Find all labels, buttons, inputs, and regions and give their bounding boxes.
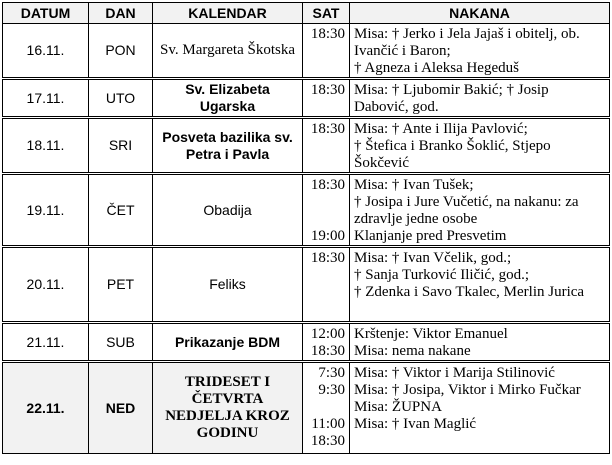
- row-times: [303, 118, 350, 174]
- row-times: [303, 174, 350, 247]
- row-intentions: [350, 247, 610, 323]
- time-spacer: [305, 399, 345, 416]
- row-calendar: Prikazanje BDM: [153, 323, 303, 362]
- intention-entry: Misa: † Ivan Tušek;: [354, 177, 474, 193]
- intention-entry: † Zdenka i Savo Tkalec, Merlin Jurica: [354, 284, 585, 300]
- row-date: 16.11.: [3, 24, 89, 79]
- row-day: SUB: [89, 323, 153, 362]
- intention-entry: Klanjanje pred Presvetim: [354, 228, 507, 244]
- row-day: NED: [89, 362, 153, 454]
- intention-entry: Misa: nema nakane: [354, 343, 471, 359]
- row-day: ČET: [89, 174, 153, 247]
- row-day: PET: [89, 247, 153, 323]
- schedule-row: [3, 79, 610, 118]
- row-calendar: Sv. Elizabeta Ugarska: [153, 79, 303, 118]
- intention-entry: Misa: † Ivan Maglić: [354, 416, 477, 432]
- time-entry: 11:00: [311, 416, 345, 432]
- time-entry: 18:30: [310, 250, 345, 266]
- row-intentions: [350, 24, 610, 79]
- row-times: [303, 24, 350, 79]
- row-times: [303, 79, 350, 118]
- time-entry: 18:30: [310, 343, 345, 359]
- intention-entry: Misa: † Ljubomir Bakić; † Josip Dabović, god.: [354, 82, 553, 115]
- time-entry: 18:30: [310, 433, 345, 449]
- intention-entry: † Josipa i Jure Vučetić, na nakanu: za zdravlje jedne osobe: [354, 194, 583, 227]
- header-intention: NAKANA: [350, 3, 610, 24]
- time-entry: 18:30: [310, 121, 345, 137]
- row-calendar: Sv. Margareta Škotska: [153, 24, 303, 79]
- schedule-row: [3, 174, 610, 247]
- row-date: 17.11.: [3, 79, 89, 118]
- row-date: 19.11.: [3, 174, 89, 247]
- row-intentions: [350, 362, 610, 454]
- row-date: 22.11.: [3, 362, 89, 454]
- row-times: [303, 323, 350, 362]
- row-calendar: Posveta bazilika sv. Petra i Pavla: [153, 118, 303, 174]
- row-calendar: TRIDESET I ČETVRTA NEDJELJA KROZ GODINU: [153, 362, 303, 454]
- schedule-row: [3, 118, 610, 174]
- intention-entry: † Sanja Turković Iličić, god.;: [354, 267, 529, 283]
- row-intentions: [350, 323, 610, 362]
- header-time: SAT: [303, 3, 350, 24]
- row-calendar: Feliks: [153, 247, 303, 323]
- header-row: [3, 3, 610, 24]
- schedule-row: [3, 247, 610, 323]
- intention-entry: † Agneza i Aleksa Hegeduš: [354, 60, 519, 76]
- row-day: SRI: [89, 118, 153, 174]
- row-day: PON: [89, 24, 153, 79]
- header-day: DAN: [89, 3, 153, 24]
- intention-entry: Misa: † Josipa, Viktor i Mirko Fučkar: [354, 382, 581, 398]
- intention-entry: Misa: † Viktor i Marija Stilinović: [354, 365, 555, 381]
- intention-entry: Misa: ŽUPNA: [354, 399, 442, 415]
- time-entry: 9:30: [318, 382, 345, 398]
- time-entry: 12:00: [310, 326, 345, 342]
- row-times: [303, 247, 350, 323]
- time-spacer: [305, 194, 345, 211]
- intention-entry: Krštenje: Viktor Emanuel: [354, 326, 508, 342]
- time-spacer: [305, 211, 345, 228]
- row-day: UTO: [89, 79, 153, 118]
- schedule-row: [3, 323, 610, 362]
- row-date: 18.11.: [3, 118, 89, 174]
- row-date: 21.11.: [3, 323, 89, 362]
- intention-entry: Misa: † Ivan Včelik, god.;: [354, 250, 512, 266]
- time-entry: 19:00: [310, 228, 345, 244]
- time-entry: 18:30: [310, 26, 345, 42]
- row-intentions: [350, 174, 610, 247]
- schedule-row: [3, 24, 610, 79]
- intention-entry: Misa: † Jerko i Jela Jajaš i obitelj, ob. Ivančić i Baron;: [354, 26, 584, 59]
- mass-schedule-table: [2, 2, 610, 454]
- row-calendar: Obadija: [153, 174, 303, 247]
- row-times: [303, 362, 350, 454]
- intention-entry: Misa: † Ante i Ilija Pavlović;: [354, 121, 528, 137]
- intention-entry: † Štefica i Branko Šoklić, Stjepo Šokčević: [354, 138, 555, 171]
- header-calendar: KALENDAR: [153, 3, 303, 24]
- schedule-row-sunday: [3, 362, 610, 454]
- row-intentions: [350, 118, 610, 174]
- time-entry: 7:30: [318, 365, 345, 381]
- row-intentions: [350, 79, 610, 118]
- header-date: DATUM: [3, 3, 89, 24]
- time-entry: 18:30: [310, 82, 345, 98]
- time-entry: 18:30: [310, 177, 345, 193]
- row-date: 20.11.: [3, 247, 89, 323]
